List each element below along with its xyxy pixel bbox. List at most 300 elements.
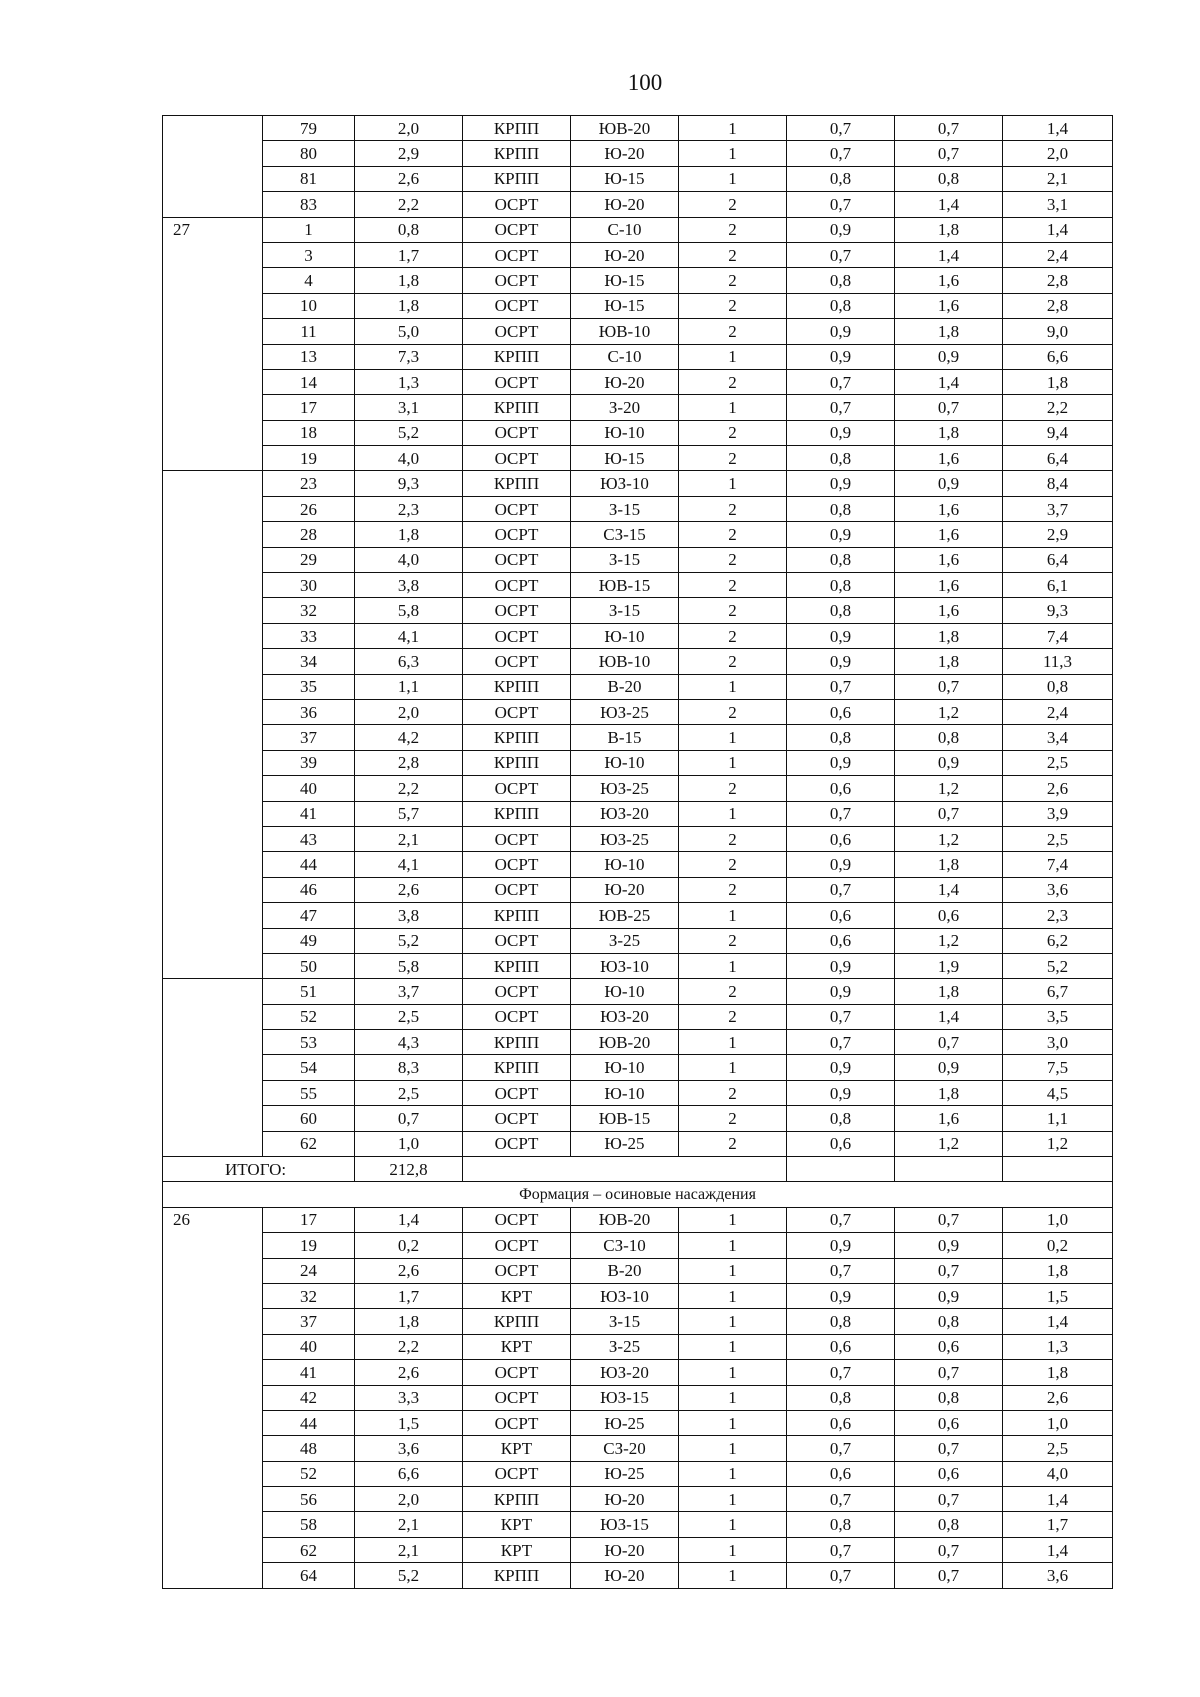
table-cell: 2 <box>679 522 787 547</box>
table-cell: 1 <box>679 471 787 496</box>
table-cell: 13 <box>263 344 355 369</box>
table-row <box>163 1004 1113 1029</box>
table-cell: 2 <box>679 319 787 344</box>
table-cell: ЮВ-20 <box>571 116 679 141</box>
table-cell: 6,6 <box>1003 344 1113 369</box>
table-cell: 0,7 <box>787 1004 895 1029</box>
table-cell: 0,6 <box>787 1410 895 1435</box>
table-cell: 11,3 <box>1003 649 1113 674</box>
table-cell: 3,1 <box>355 395 463 420</box>
table-cell: 0,2 <box>355 1233 463 1258</box>
table-cell: 2 <box>679 420 787 445</box>
table-cell: ОСРТ <box>463 268 571 293</box>
table-cell: 2 <box>679 826 787 851</box>
table-cell: 1,1 <box>355 674 463 699</box>
table-cell: 0,8 <box>895 1309 1003 1334</box>
table-cell: 2 <box>679 192 787 217</box>
table-cell: 53 <box>263 1030 355 1055</box>
table-cell: 2,8 <box>355 750 463 775</box>
table-cell: Ю-20 <box>571 877 679 902</box>
table-cell: 0,9 <box>787 1283 895 1308</box>
table-cell: 3,6 <box>1003 1563 1113 1588</box>
table-cell: 1,0 <box>1003 1207 1113 1232</box>
table-cell: 0,9 <box>787 623 895 648</box>
table-cell: 9,3 <box>355 471 463 496</box>
table-cell: Ю-10 <box>571 623 679 648</box>
table-cell: 2,4 <box>1003 699 1113 724</box>
table-cell: 2,5 <box>355 1080 463 1105</box>
table-cell: Ю-10 <box>571 420 679 445</box>
table-row <box>163 852 1113 877</box>
table-cell: ОСРТ <box>463 699 571 724</box>
table-cell: СЗ-10 <box>571 1233 679 1258</box>
table-cell: 0,9 <box>787 1080 895 1105</box>
table-cell: ОСРТ <box>463 293 571 318</box>
table-cell: 32 <box>263 598 355 623</box>
table-cell: В-15 <box>571 725 679 750</box>
table-cell: 1,7 <box>1003 1512 1113 1537</box>
table-cell: ЮЗ-10 <box>571 1283 679 1308</box>
table-cell: 1 <box>679 1055 787 1080</box>
table-cell: 0,9 <box>787 217 895 242</box>
table-cell: 1,2 <box>895 1131 1003 1156</box>
table-cell: 6,6 <box>355 1461 463 1486</box>
table-cell: 1,2 <box>895 699 1003 724</box>
table-cell: ЮЗ-20 <box>571 1004 679 1029</box>
table-cell: С-10 <box>571 217 679 242</box>
table-cell: ОСРТ <box>463 1258 571 1283</box>
table-row <box>163 1563 1113 1588</box>
table-cell: 1 <box>679 141 787 166</box>
table-row <box>163 1080 1113 1105</box>
table-cell: 1 <box>679 1030 787 1055</box>
table-cell: З-15 <box>571 496 679 521</box>
table-cell: КРПП <box>463 674 571 699</box>
table-cell: 44 <box>263 1410 355 1435</box>
table-cell: ЮВ-20 <box>571 1030 679 1055</box>
table-cell: 4 <box>263 268 355 293</box>
table-cell: З-15 <box>571 598 679 623</box>
table-cell: 5,0 <box>355 319 463 344</box>
table-cell: ОСРТ <box>463 1207 571 1232</box>
table-cell: 5,2 <box>355 928 463 953</box>
table-cell: 5,7 <box>355 801 463 826</box>
table-cell: ЮЗ-25 <box>571 699 679 724</box>
table-cell: КРПП <box>463 1309 571 1334</box>
table-cell: ОСРТ <box>463 1410 571 1435</box>
table-cell: 0,7 <box>787 801 895 826</box>
table-row <box>163 1131 1113 1156</box>
table-cell: 2,2 <box>355 1334 463 1359</box>
table-cell: 2 <box>679 979 787 1004</box>
table-cell: 1,0 <box>355 1131 463 1156</box>
table-cell: 0,6 <box>787 1461 895 1486</box>
table-cell: КРПП <box>463 344 571 369</box>
table-cell: 2 <box>679 699 787 724</box>
table-cell: 64 <box>263 1563 355 1588</box>
table-cell: 2,3 <box>1003 903 1113 928</box>
table-cell: 2,6 <box>355 877 463 902</box>
table-cell: ОСРТ <box>463 192 571 217</box>
table-cell: 1,8 <box>1003 369 1113 394</box>
table-cell: 56 <box>263 1487 355 1512</box>
table-cell: 2,0 <box>355 1487 463 1512</box>
table-cell: 2 <box>679 623 787 648</box>
table-cell: 1 <box>679 1461 787 1486</box>
table-cell: ОСРТ <box>463 1004 571 1029</box>
table-cell: 2,1 <box>1003 166 1113 191</box>
table-cell: 2,1 <box>355 1512 463 1537</box>
table-cell: 3,6 <box>355 1436 463 1461</box>
table-row <box>163 649 1113 674</box>
table-cell: ОСРТ <box>463 1233 571 1258</box>
table-cell: 0,9 <box>895 750 1003 775</box>
table-cell: 1,6 <box>895 496 1003 521</box>
table-cell: 1,5 <box>355 1410 463 1435</box>
table-cell: ОСРТ <box>463 979 571 1004</box>
table-cell: 1,6 <box>895 522 1003 547</box>
table-cell: 0,2 <box>1003 1233 1113 1258</box>
data-table <box>162 115 1113 1589</box>
table-cell: 0,7 <box>787 1258 895 1283</box>
table-cell: 9,3 <box>1003 598 1113 623</box>
table-cell: 1 <box>679 1537 787 1562</box>
table-row <box>163 953 1113 978</box>
table-cell: 62 <box>263 1537 355 1562</box>
table-row <box>163 446 1113 471</box>
table-cell: 0,8 <box>895 1512 1003 1537</box>
table-cell: Ю-20 <box>571 141 679 166</box>
table-cell: 1,8 <box>895 623 1003 648</box>
table-cell: 2,9 <box>1003 522 1113 547</box>
table-row <box>163 1487 1113 1512</box>
table-cell: 8,3 <box>355 1055 463 1080</box>
table-row <box>163 522 1113 547</box>
table-cell: 2,3 <box>355 496 463 521</box>
table-cell: ОСРТ <box>463 573 571 598</box>
table-cell: КРПП <box>463 395 571 420</box>
table-cell: 2 <box>679 496 787 521</box>
table-cell: 33 <box>263 623 355 648</box>
table-cell: 1,4 <box>895 877 1003 902</box>
table-cell: 1,2 <box>895 776 1003 801</box>
table-cell: 3,3 <box>355 1385 463 1410</box>
table-cell: 52 <box>263 1004 355 1029</box>
table-row <box>163 826 1113 851</box>
table-row <box>163 395 1113 420</box>
table-cell: 4,3 <box>355 1030 463 1055</box>
itogo-value: 212,8 <box>355 1157 463 1182</box>
table-cell: 4,1 <box>355 623 463 648</box>
table-cell: 0,7 <box>895 1436 1003 1461</box>
table-cell: 51 <box>263 979 355 1004</box>
table-cell: 2,6 <box>355 1258 463 1283</box>
table-cell: ЮЗ-10 <box>571 471 679 496</box>
table-cell: Ю-10 <box>571 750 679 775</box>
table-row <box>163 1309 1113 1334</box>
table-row <box>163 1461 1113 1486</box>
table-cell: 1,6 <box>895 268 1003 293</box>
table-cell: 0,7 <box>895 1563 1003 1588</box>
table-cell: 52 <box>263 1461 355 1486</box>
table-row <box>163 928 1113 953</box>
table-cell: 2,6 <box>355 166 463 191</box>
table-cell: 1,8 <box>1003 1258 1113 1283</box>
table-cell: 2 <box>679 928 787 953</box>
table-cell: Ю-15 <box>571 166 679 191</box>
table-cell: 0,7 <box>787 141 895 166</box>
table-cell: 3,0 <box>1003 1030 1113 1055</box>
table-cell: 6,4 <box>1003 446 1113 471</box>
kvartal-cell: 26 <box>163 1207 263 1588</box>
table-cell: 2 <box>679 268 787 293</box>
kvartal-cell <box>163 471 263 979</box>
table-cell: СЗ-20 <box>571 1436 679 1461</box>
table-cell: 0,6 <box>895 1461 1003 1486</box>
table-cell: 0,7 <box>787 1207 895 1232</box>
table-cell: 1,6 <box>895 573 1003 598</box>
table-cell: 2,6 <box>1003 1385 1113 1410</box>
table-cell: З-20 <box>571 395 679 420</box>
table-cell: 0,6 <box>787 903 895 928</box>
table-row <box>163 903 1113 928</box>
table-cell: 42 <box>263 1385 355 1410</box>
table-cell: 2,2 <box>1003 395 1113 420</box>
table-cell: 0,7 <box>787 192 895 217</box>
table-cell: 0,7 <box>787 1436 895 1461</box>
table-cell: 30 <box>263 573 355 598</box>
table-cell: 2 <box>679 1131 787 1156</box>
table-cell: 0,7 <box>787 1537 895 1562</box>
table-cell: 26 <box>263 496 355 521</box>
table-cell: 2 <box>679 877 787 902</box>
table-cell: 54 <box>263 1055 355 1080</box>
table-cell: 0,8 <box>355 217 463 242</box>
table-cell: 0,8 <box>787 547 895 572</box>
table-row <box>163 1207 1113 1232</box>
table-row <box>163 471 1113 496</box>
table-cell: 17 <box>263 1207 355 1232</box>
table-row <box>163 420 1113 445</box>
table-row <box>163 242 1113 267</box>
table-body <box>163 116 1113 1589</box>
table-cell: 2 <box>679 598 787 623</box>
table-cell: ЮЗ-20 <box>571 1360 679 1385</box>
table-cell: 4,2 <box>355 725 463 750</box>
table-cell <box>463 1157 787 1182</box>
table-cell: ОСРТ <box>463 369 571 394</box>
table-cell: 1,2 <box>895 826 1003 851</box>
table-row <box>163 750 1113 775</box>
table-cell: 62 <box>263 1131 355 1156</box>
table-row <box>163 598 1113 623</box>
table-cell: 1,8 <box>895 852 1003 877</box>
table-cell: 80 <box>263 141 355 166</box>
table-cell: 1,6 <box>895 547 1003 572</box>
table-cell: Ю-25 <box>571 1461 679 1486</box>
table-cell: Ю-25 <box>571 1131 679 1156</box>
table-cell: 2 <box>679 446 787 471</box>
table-cell: 4,0 <box>355 446 463 471</box>
table-cell: 1,0 <box>1003 1410 1113 1435</box>
table-cell: Ю-20 <box>571 1537 679 1562</box>
table-row <box>163 1436 1113 1461</box>
table-cell: 0,7 <box>787 1030 895 1055</box>
table-cell: 0,9 <box>895 1233 1003 1258</box>
table-row <box>163 674 1113 699</box>
table-cell: 0,7 <box>895 141 1003 166</box>
table-cell: 2,5 <box>1003 750 1113 775</box>
table-cell: З-15 <box>571 547 679 572</box>
table-cell: 1,7 <box>355 242 463 267</box>
table-cell: 2,9 <box>355 141 463 166</box>
table-cell: ОСРТ <box>463 1385 571 1410</box>
table-cell: 0,7 <box>787 674 895 699</box>
table-cell: 1,8 <box>895 319 1003 344</box>
table-cell: 1,8 <box>355 522 463 547</box>
table-row <box>163 1410 1113 1435</box>
table-cell: ЮВ-10 <box>571 319 679 344</box>
table-cell: 14 <box>263 369 355 394</box>
table-cell: 0,6 <box>895 903 1003 928</box>
table-cell: 2,1 <box>355 826 463 851</box>
table-cell: 36 <box>263 699 355 724</box>
table-cell: КРПП <box>463 903 571 928</box>
table-cell: 5,8 <box>355 598 463 623</box>
table-cell: 4,1 <box>355 852 463 877</box>
table-cell: 1,4 <box>895 369 1003 394</box>
table-cell: 1 <box>679 953 787 978</box>
table-cell: 1 <box>679 750 787 775</box>
table-cell: ОСРТ <box>463 496 571 521</box>
table-cell: 29 <box>263 547 355 572</box>
table-cell: 1,4 <box>1003 1537 1113 1562</box>
table-cell: 10 <box>263 293 355 318</box>
table-cell: 0,7 <box>787 369 895 394</box>
kvartal-cell: 27 <box>163 217 263 471</box>
table-cell: 0,8 <box>787 446 895 471</box>
table-cell: 8,4 <box>1003 471 1113 496</box>
table-cell: 0,7 <box>895 1258 1003 1283</box>
table-cell: 0,7 <box>895 674 1003 699</box>
table-cell: КРПП <box>463 1487 571 1512</box>
table-cell: 0,9 <box>787 979 895 1004</box>
table-cell: 5,2 <box>355 1563 463 1588</box>
table-cell: 1,4 <box>895 242 1003 267</box>
table-row <box>163 979 1113 1004</box>
table-cell: СЗ-15 <box>571 522 679 547</box>
table-row <box>163 1512 1113 1537</box>
table-cell: ОСРТ <box>463 446 571 471</box>
table-cell: 0,9 <box>787 953 895 978</box>
table-cell: 1 <box>263 217 355 242</box>
table-row <box>163 573 1113 598</box>
table-row <box>163 801 1113 826</box>
table-cell: 58 <box>263 1512 355 1537</box>
table-cell <box>787 1157 895 1182</box>
table-cell: С-10 <box>571 344 679 369</box>
table-cell: 0,7 <box>787 1360 895 1385</box>
table-cell: ЮВ-15 <box>571 573 679 598</box>
table-cell: 2 <box>679 776 787 801</box>
table-cell: КРТ <box>463 1283 571 1308</box>
table-cell: 0,8 <box>787 1106 895 1131</box>
table-cell: ОСРТ <box>463 1106 571 1131</box>
table-cell: 37 <box>263 725 355 750</box>
table-cell: ОСРТ <box>463 776 571 801</box>
table-cell: КРПП <box>463 1563 571 1588</box>
table-cell: 1 <box>679 1233 787 1258</box>
table-cell: ЮЗ-10 <box>571 953 679 978</box>
table-row <box>163 623 1113 648</box>
table-cell: 0,8 <box>787 1309 895 1334</box>
table-cell: 79 <box>263 116 355 141</box>
table-cell: 1 <box>679 1385 787 1410</box>
table-cell: 0,6 <box>787 1131 895 1156</box>
table-cell: 0,9 <box>787 852 895 877</box>
table-cell: 0,6 <box>787 1334 895 1359</box>
table-cell: 6,1 <box>1003 573 1113 598</box>
table-cell: 7,4 <box>1003 852 1113 877</box>
table-cell: 0,9 <box>895 471 1003 496</box>
table-cell: ЮЗ-25 <box>571 826 679 851</box>
table-cell: Ю-10 <box>571 979 679 1004</box>
table-row <box>163 725 1113 750</box>
table-cell: ОСРТ <box>463 649 571 674</box>
table-cell: З-25 <box>571 1334 679 1359</box>
table-cell: ЮВ-10 <box>571 649 679 674</box>
table-cell: 0,8 <box>895 725 1003 750</box>
table-cell: 3 <box>263 242 355 267</box>
table-cell: 1,8 <box>895 1080 1003 1105</box>
table-cell: 55 <box>263 1080 355 1105</box>
table-cell: 0,8 <box>787 1512 895 1537</box>
table-cell: ЮВ-15 <box>571 1106 679 1131</box>
table-cell: ОСРТ <box>463 420 571 445</box>
table-cell: КРПП <box>463 1055 571 1080</box>
table-cell: 1,4 <box>1003 116 1113 141</box>
table-cell: 1 <box>679 1258 787 1283</box>
table-cell: 3,6 <box>1003 877 1113 902</box>
table-row <box>163 1233 1113 1258</box>
table-cell: 1,8 <box>895 649 1003 674</box>
table-row <box>163 217 1113 242</box>
table-cell: 0,7 <box>787 242 895 267</box>
table-cell: 0,7 <box>895 1360 1003 1385</box>
table-cell: Ю-25 <box>571 1410 679 1435</box>
table-cell: 48 <box>263 1436 355 1461</box>
table-cell: 5,8 <box>355 953 463 978</box>
table-cell: 7,4 <box>1003 623 1113 648</box>
table-cell: 0,6 <box>787 928 895 953</box>
table-cell: 34 <box>263 649 355 674</box>
table-cell: КРПП <box>463 801 571 826</box>
table-row <box>163 547 1113 572</box>
table-cell: Ю-10 <box>571 1080 679 1105</box>
table-cell: ОСРТ <box>463 877 571 902</box>
table-cell: 3,8 <box>355 573 463 598</box>
table-cell: 0,7 <box>895 116 1003 141</box>
table-cell: З-25 <box>571 928 679 953</box>
table-cell: 2,2 <box>355 192 463 217</box>
table-row <box>163 166 1113 191</box>
table-cell: 1,5 <box>1003 1283 1113 1308</box>
table-cell: 1,7 <box>355 1283 463 1308</box>
table-cell: ОСРТ <box>463 598 571 623</box>
table-cell: 7,5 <box>1003 1055 1113 1080</box>
table-cell: 0,8 <box>787 293 895 318</box>
table-cell: 2,0 <box>1003 141 1113 166</box>
